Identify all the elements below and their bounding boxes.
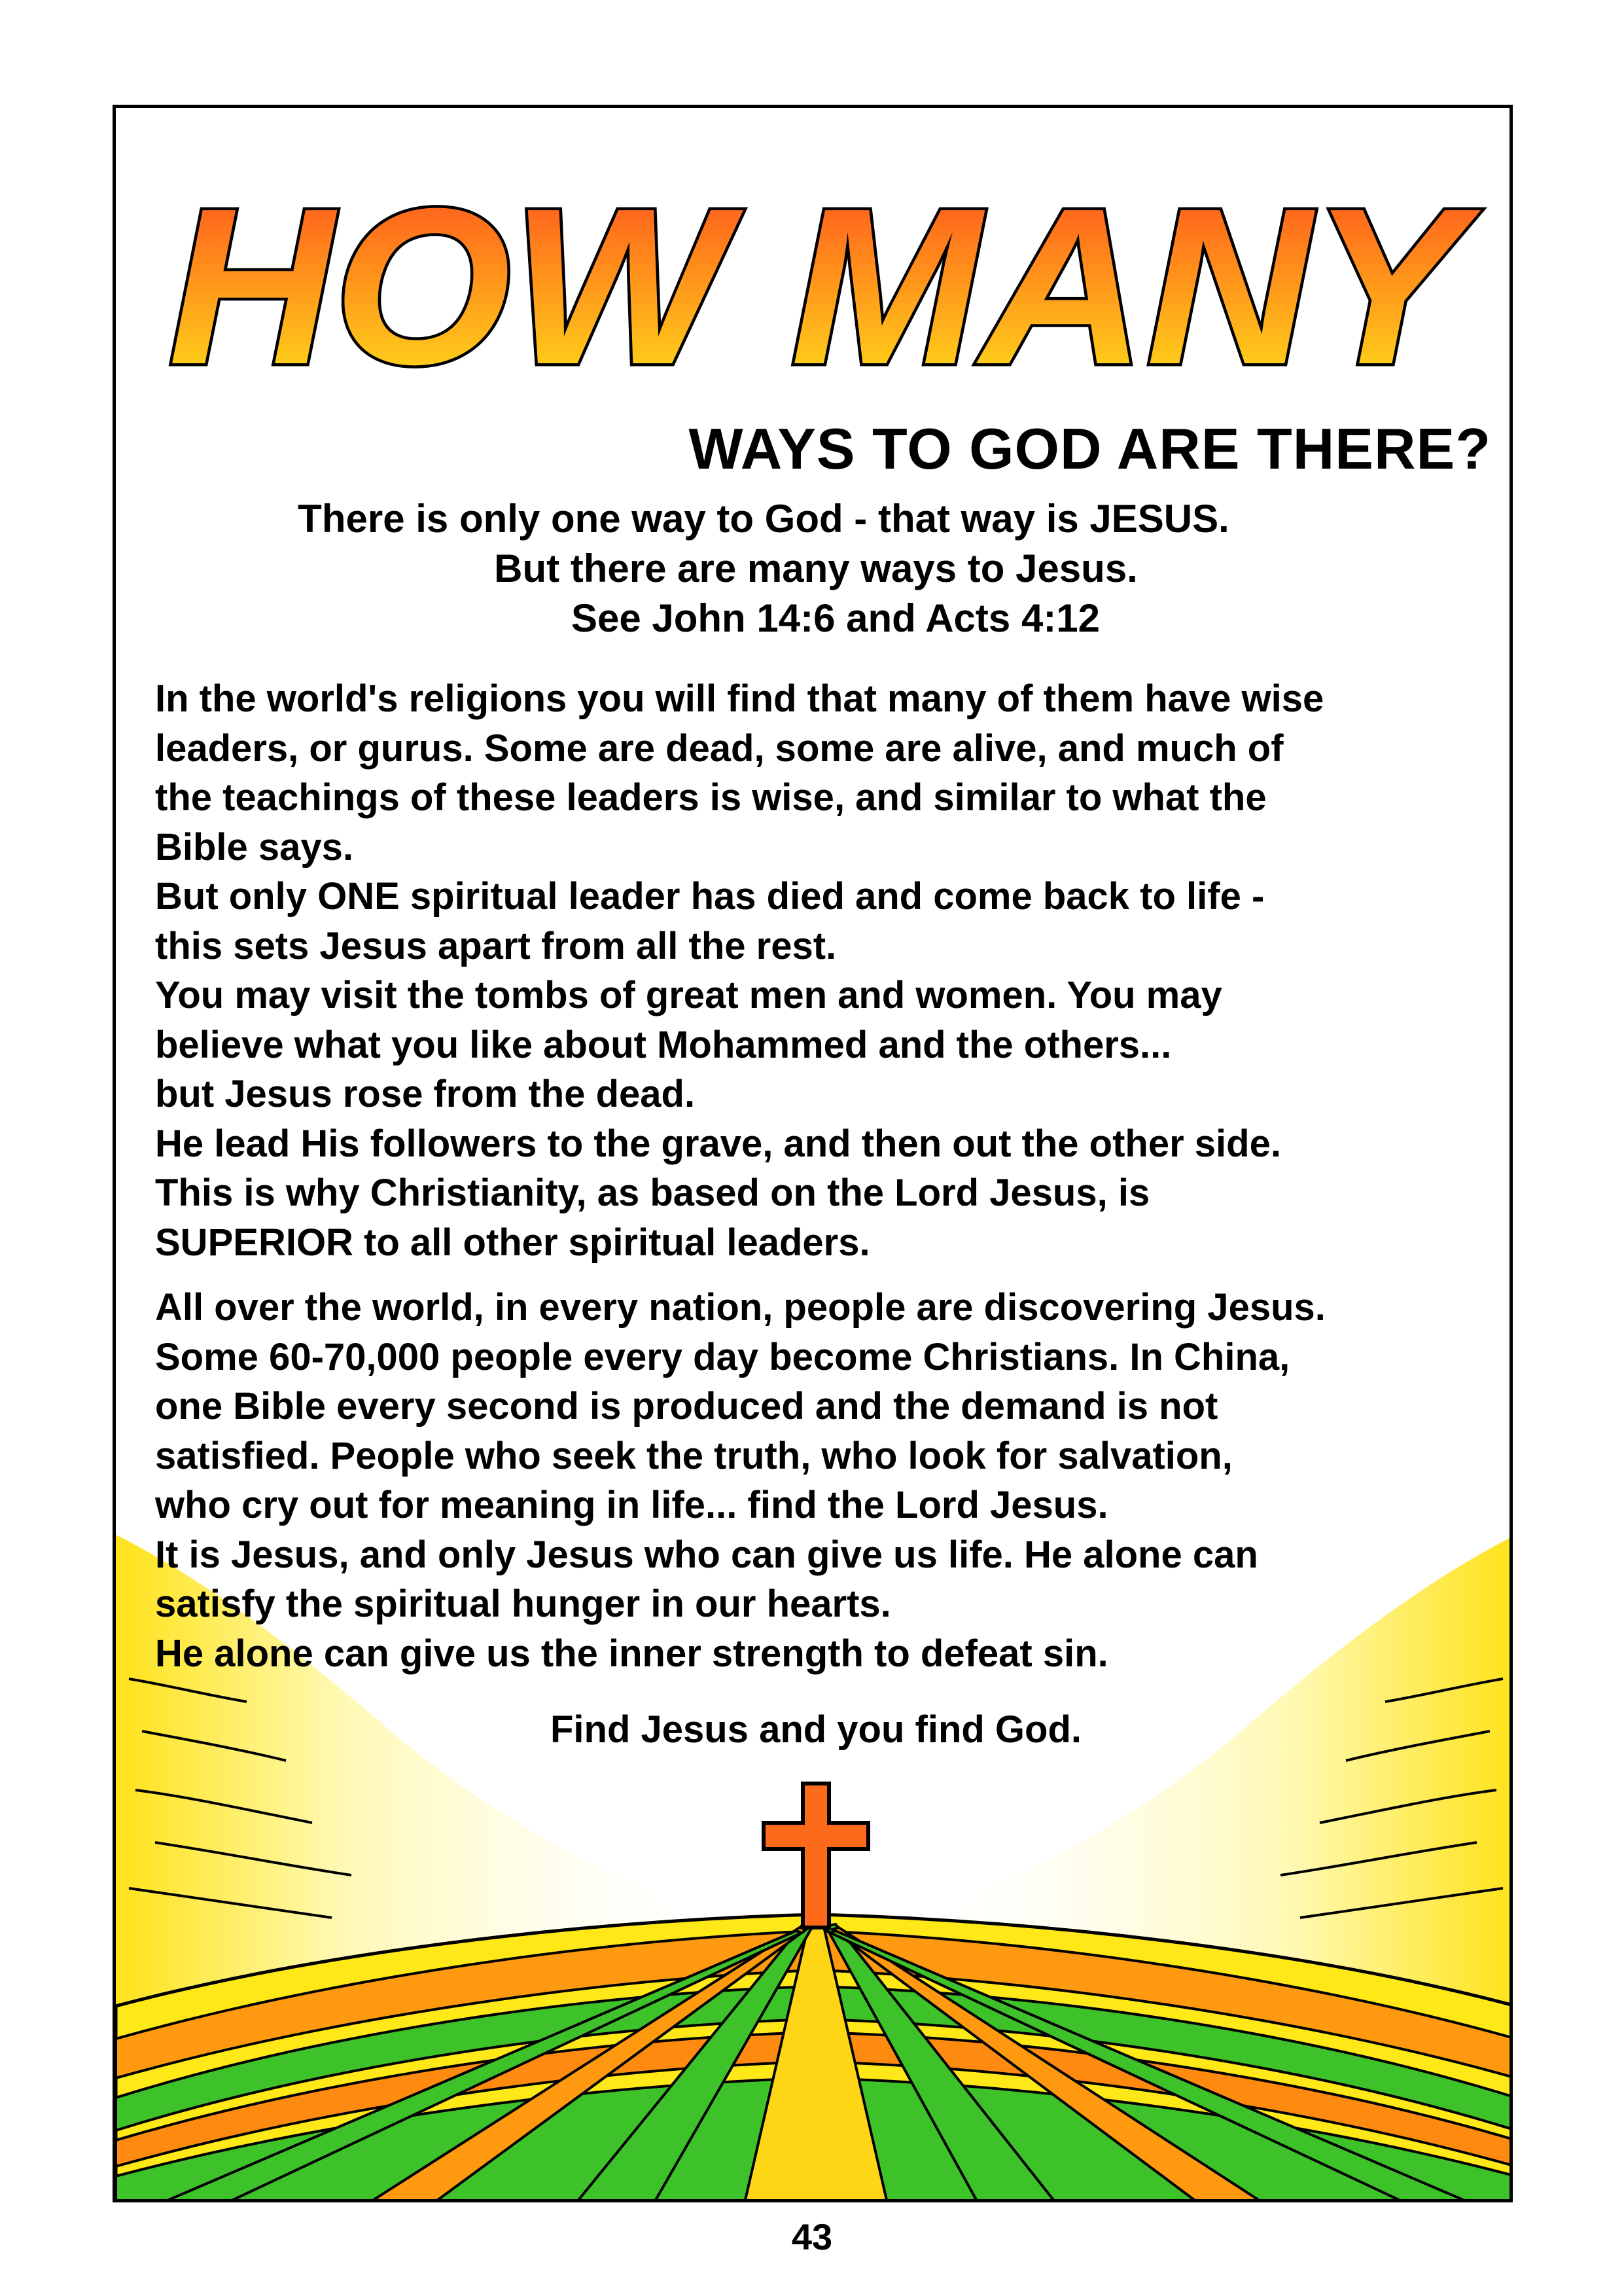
- text-line: leaders, or gurus. Some are dead, some are alive, and much of: [155, 726, 1284, 770]
- text-line: satisfied. People who seek the truth, who look for salvation,: [155, 1434, 1233, 1477]
- intro-block: [116, 494, 1513, 643]
- paragraph-2: [155, 1283, 1503, 1678]
- text-line: You may visit the tombs of great men and women. You may: [155, 974, 1222, 1016]
- scripture-reference: See John 14:6 and Acts 4:12: [571, 596, 1101, 640]
- text-line: SUPERIOR to all other spiritual leaders.: [155, 1221, 870, 1264]
- intro-line: There is only one way to God - that way is JESUS.: [298, 497, 1229, 541]
- text-line: It is Jesus, and only Jesus who can give us life. He alone can: [155, 1533, 1258, 1576]
- text-line: believe what you like about Mohammed and the others...: [155, 1023, 1172, 1066]
- text-line: In the world's religions you will find that many of them have wise: [155, 677, 1324, 720]
- text-line: This is why Christianity, as based on the Lord Jesus, is: [155, 1172, 1150, 1214]
- text-line: He lead His followers to the grave, and then out the other side.: [155, 1122, 1281, 1165]
- closing-line: Find Jesus and you find God.: [550, 1708, 1082, 1751]
- text-line: Some 60-70,000 people every day become Christians. In China,: [155, 1335, 1290, 1378]
- paragraph-1: [155, 674, 1503, 1267]
- cross-icon: [764, 1784, 868, 1928]
- text-line: Bible says.: [155, 825, 354, 869]
- page-frame: [113, 105, 1513, 2202]
- text-line: the teachings of these leaders is wise, and similar to what the: [155, 776, 1267, 819]
- text-line: but Jesus rose from the dead.: [155, 1073, 696, 1115]
- text-line: this sets Jesus apart from all the rest.: [155, 924, 837, 967]
- page-subtitle: WAYS TO GOD ARE THERE?: [688, 416, 1491, 481]
- intro-line: But there are many ways to Jesus.: [494, 547, 1138, 590]
- text-line: one Bible every second is produced and the demand is not: [155, 1385, 1218, 1427]
- text-line: who cry out for meaning in life... find the Lord Jesus.: [155, 1484, 1108, 1526]
- page-number: 43: [791, 2216, 833, 2257]
- page-title: HOW MANY: [168, 162, 1483, 411]
- text-line: satisfy the spiritual hunger in our hearts.: [155, 1583, 891, 1625]
- text-line: All over the world, in every nation, people are discovering Jesus.: [155, 1286, 1326, 1329]
- text-line: He alone can give us the inner strength to defeat sin.: [155, 1632, 1108, 1675]
- title-art: [116, 108, 1513, 448]
- text-line: But only ONE spiritual leader has died and come back to life -: [155, 875, 1265, 918]
